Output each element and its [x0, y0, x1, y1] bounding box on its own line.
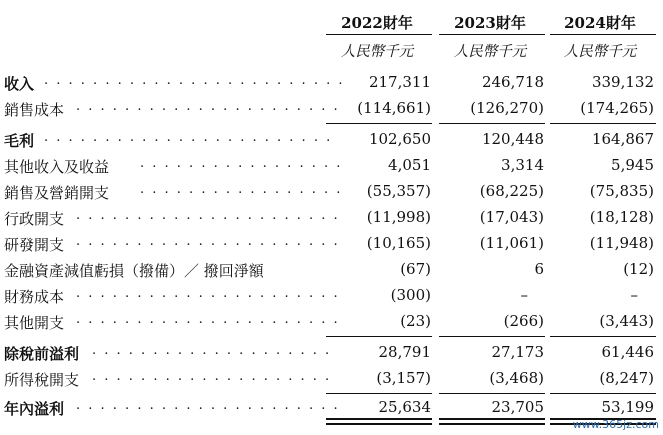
- unit-label-2023: 人民幣千元: [453, 44, 527, 60]
- table-row-gross-profit: [0, 128, 663, 154]
- value-2022: 4,051: [388, 156, 431, 174]
- row-label: 收入: [4, 75, 35, 93]
- leader-dots: . . . . . . . . . . . . . . . . .: [140, 182, 343, 197]
- value-2022: (300): [390, 286, 431, 304]
- leader-dots: . . . . . . . . . . . . . . . . . . . . . . . .: [44, 130, 333, 145]
- subtotal-rule-2024: [550, 393, 656, 394]
- row-label: 財務成本: [4, 288, 65, 306]
- value-2022: (55,357): [366, 182, 431, 200]
- value-2022: 217,311: [368, 73, 431, 91]
- value-2024: (3,443): [599, 312, 654, 330]
- total-double-rule-2022: [326, 418, 432, 425]
- value-2024: 339,132: [591, 73, 654, 91]
- value-2023: (68,225): [479, 182, 544, 200]
- value-2023: (266): [503, 312, 544, 330]
- subtotal-rule-2022: [326, 123, 432, 124]
- value-2022: (11,998): [366, 208, 431, 226]
- subtotal-rule-2022: [326, 393, 432, 394]
- watermark: www.365jz.com: [572, 418, 659, 431]
- table-row-income-tax: [0, 367, 663, 393]
- subtotal-rule-2023: [439, 393, 545, 394]
- value-2024: (11,948): [589, 234, 654, 252]
- value-2023: –: [520, 286, 528, 304]
- row-label: 所得稅開支: [4, 371, 80, 389]
- value-2024: 53,199: [601, 398, 654, 416]
- leader-dots: . . . . . . . . . . . . . . . . .: [140, 156, 343, 171]
- year-header-2024: 2024財年: [564, 14, 636, 32]
- leader-dots: . . . . . . . . . . . . . . . . . . . . . . . . .: [44, 73, 345, 88]
- subtotal-rule-2023: [439, 123, 545, 124]
- value-2024: (18,128): [589, 208, 654, 226]
- subtotal-rule-2024: [550, 123, 656, 124]
- leader-dots: . . . . . . . . . . . . . . . . . . . . . .: [76, 208, 340, 223]
- row-label: 其他開支: [4, 314, 65, 332]
- subtotal-rule-2023: [439, 336, 545, 337]
- row-label: 金融資產減值虧損（撥備）／ 撥回淨額: [4, 262, 264, 280]
- value-2023: 3,314: [501, 156, 544, 174]
- table-row-cost-of-sales: [0, 97, 663, 123]
- header-rule-2023: [439, 34, 545, 35]
- year-header-2022: 2022財年: [341, 14, 413, 32]
- table-row-profit-before-tax: [0, 341, 663, 367]
- row-label: 研發開支: [4, 236, 65, 254]
- value-2023: 27,173: [491, 343, 544, 361]
- value-2023: (3,468): [489, 369, 544, 387]
- value-2022: 28,791: [378, 343, 431, 361]
- row-label: 銷售成本: [4, 101, 65, 119]
- table-row-admin-expenses: [0, 206, 663, 232]
- value-2023: (17,043): [479, 208, 544, 226]
- value-2024: 61,446: [601, 343, 654, 361]
- leader-dots: . . . . . . . . . . . . . . . . . . . . . .: [76, 234, 340, 249]
- value-2022: 102,650: [368, 130, 431, 148]
- value-2023: (126,270): [470, 99, 544, 117]
- value-2022: (3,157): [376, 369, 431, 387]
- subtotal-rule-2022: [326, 336, 432, 337]
- value-2022: 25,634: [378, 398, 431, 416]
- table-row-revenue: [0, 71, 663, 97]
- row-label: 行政開支: [4, 210, 65, 228]
- leader-dots: . . . . . . . . . . . . . . . . . . . . . .: [76, 312, 340, 327]
- header-rule-2024: [550, 34, 656, 35]
- leader-dots: . . . . . . . . . . . . . . . . . . . . . .: [76, 398, 340, 413]
- table-row-impairment: [0, 258, 663, 284]
- leader-dots: . . . . . . . . . . . . . . . . . . . .: [92, 369, 332, 384]
- value-2024: (8,247): [599, 369, 654, 387]
- row-label: 毛利: [4, 132, 35, 150]
- value-2024: 164,867: [591, 130, 654, 148]
- row-label: 年內溢利: [4, 400, 65, 418]
- value-2024: (174,265): [580, 99, 654, 117]
- value-2023: 246,718: [481, 73, 544, 91]
- unit-label-2024: 人民幣千元: [563, 44, 637, 60]
- value-2022: (114,661): [357, 99, 431, 117]
- value-2022: (10,165): [366, 234, 431, 252]
- row-label: 其他收入及收益: [4, 158, 110, 176]
- value-2023: 120,448: [481, 130, 544, 148]
- value-2023: 23,705: [491, 398, 544, 416]
- value-2024: 5,945: [611, 156, 654, 174]
- header-rule-2022: [326, 34, 432, 35]
- row-label: 銷售及營銷開支: [4, 184, 110, 202]
- value-2023: (11,061): [479, 234, 544, 252]
- leader-dots: . . . . . . . . . . . . . . . . . . . . . .: [76, 99, 340, 114]
- leader-dots: . . . . . . . . . . . . . . . . . . . . . .: [76, 286, 340, 301]
- value-2024: (12): [623, 260, 654, 278]
- year-header-2023: 2023財年: [454, 14, 526, 32]
- value-2024: (75,835): [589, 182, 654, 200]
- value-2023: 6: [534, 260, 544, 278]
- table-row-rnd-expenses: [0, 232, 663, 258]
- value-2024: –: [630, 286, 638, 304]
- subtotal-rule-2024: [550, 336, 656, 337]
- table-row-finance-costs: [0, 284, 663, 310]
- row-label: 除稅前溢利: [4, 345, 80, 363]
- unit-label-2022: 人民幣千元: [340, 44, 414, 60]
- leader-dots: . . . . . . . . . . . . . . . . . . . .: [92, 343, 332, 358]
- value-2022: (23): [400, 312, 431, 330]
- table-row-selling-expenses: [0, 180, 663, 206]
- value-2022: (67): [400, 260, 431, 278]
- table-row-other-expenses: [0, 310, 663, 336]
- total-double-rule-2023: [439, 418, 545, 425]
- table-row-other-income: [0, 154, 663, 180]
